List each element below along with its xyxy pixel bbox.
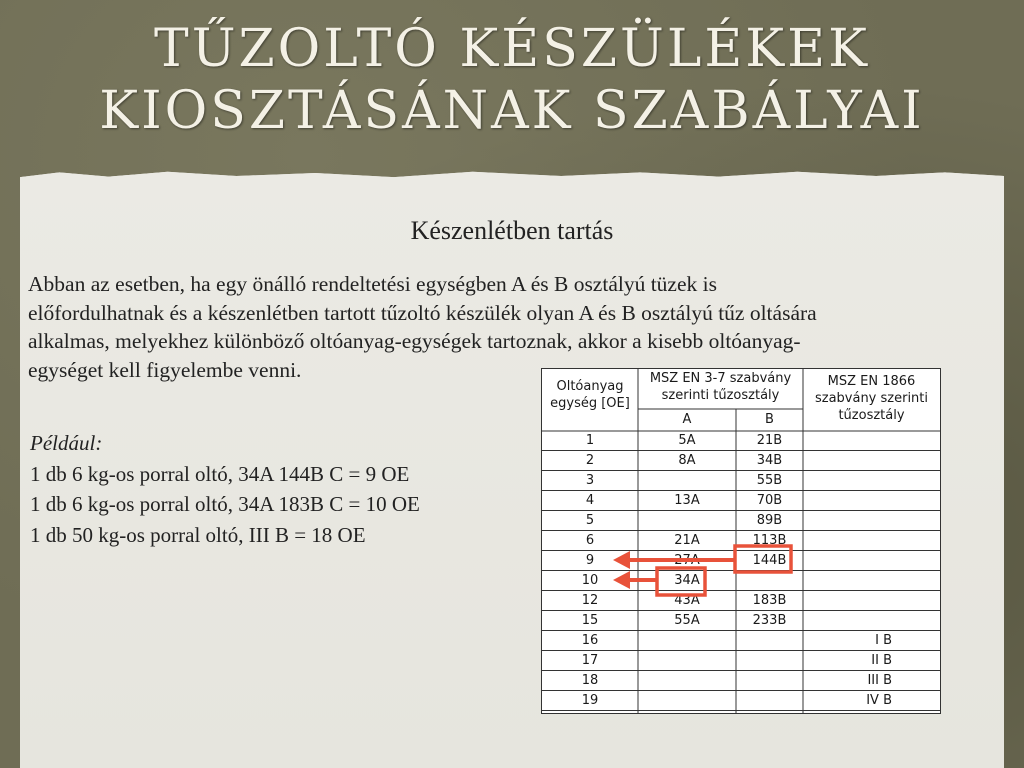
example-block [30, 428, 510, 550]
header-class-a: A [682, 412, 692, 427]
cell-oe: 5 [585, 513, 595, 528]
cell-msz-en-1866 [803, 451, 892, 471]
example-line: 1 db 50 kg-os porral oltó, III B = 18 OE [30, 522, 366, 547]
header-text: Oltóanyag [556, 379, 624, 394]
cell-oe: 19 [581, 693, 599, 708]
cell-oe: 12 [581, 593, 599, 608]
cell-msz-en-1866: II B [871, 653, 892, 668]
cell-oe: 3 [585, 473, 595, 488]
title-line-1: TŰZOLTÓ KÉSZÜLÉKEK [154, 19, 870, 79]
cell-class-a: 55A [674, 613, 700, 628]
cell-oe: 2 [585, 453, 595, 468]
cell-oe: 18 [581, 673, 599, 688]
cell-class-b [736, 691, 803, 711]
header-text: tűzosztály [838, 408, 905, 423]
example-heading: Például: [30, 431, 103, 455]
cell-oe: 4 [585, 493, 595, 508]
cell-oe: 9 [585, 553, 595, 568]
cell-class-b: 183B [752, 593, 787, 608]
header-msz-en-1866 [803, 373, 940, 424]
cell-class-a: 34A [674, 573, 700, 588]
cell-oe: 10 [581, 573, 599, 588]
example-line: 1 db 6 kg-os porral oltó, 34A 183B C = 10 OE [30, 492, 420, 516]
paragraph-line: előfordulhatnak és a készenlétben tartott tűzoltó készülék olyan A és B osztályú tűz oltására [28, 300, 817, 325]
paragraph-line: egységet kell figyelembe venni. [28, 357, 302, 382]
cell-class-a [638, 631, 736, 651]
table-row [542, 611, 940, 631]
table-row [542, 511, 940, 531]
cell-class-b: 34B [756, 453, 783, 468]
table-row [542, 631, 940, 651]
paragraph-line: Abban az esetben, ha egy önálló rendeltetési egységben A és B osztályú tüzek is [28, 272, 717, 296]
section-subtitle: Készenlétben tartás [410, 216, 614, 245]
cell-msz-en-1866 [803, 431, 892, 451]
cell-class-b [736, 571, 803, 591]
table-row [542, 491, 940, 511]
cell-msz-en-1866 [803, 491, 892, 511]
cell-class-b: 233B [752, 613, 787, 628]
header-text: szerinti tűzosztály [661, 388, 780, 403]
cell-msz-en-1866 [803, 531, 892, 551]
cell-msz-en-1866 [803, 571, 892, 591]
paragraph-line: alkalmas, melyekhez különböző oltóanyag-egységek tartoznak, akkor a kisebb oltóanyag- [28, 329, 801, 353]
table-row [542, 471, 940, 491]
cell-msz-en-1866 [803, 511, 892, 531]
header-class-b: B [765, 412, 774, 427]
cell-class-a: 5A [678, 433, 696, 448]
cell-class-a [638, 651, 736, 671]
cell-msz-en-1866: IV B [866, 693, 892, 708]
table-row [542, 591, 940, 611]
table-row [542, 671, 940, 691]
cell-class-a: 13A [674, 493, 700, 508]
header-text: MSZ EN 1866 [827, 374, 916, 389]
cell-class-a: 43A [674, 593, 700, 608]
cell-class-a [638, 511, 736, 531]
table-row [542, 651, 940, 671]
cell-class-a [638, 471, 736, 491]
cell-msz-en-1866: I B [875, 633, 892, 648]
header-text: MSZ EN 3-7 szabvány [649, 371, 792, 386]
cell-oe: 1 [585, 433, 595, 448]
cell-class-a: 8A [678, 453, 696, 468]
cell-oe: 15 [581, 613, 599, 628]
cell-oe: 16 [581, 633, 599, 648]
header-text: egység [OE] [550, 396, 630, 411]
cell-class-b: 89B [756, 513, 783, 528]
rule-paragraph [28, 270, 1003, 384]
cell-msz-en-1866 [803, 591, 892, 611]
cell-msz-en-1866 [803, 551, 892, 571]
cell-class-b [736, 651, 803, 671]
table-row [542, 451, 940, 471]
cell-class-b: 70B [756, 493, 783, 508]
cell-class-b [736, 631, 803, 651]
cell-class-a [638, 691, 736, 711]
table-row [542, 551, 940, 571]
table-row [542, 571, 940, 591]
row-divider [542, 710, 940, 711]
cell-msz-en-1866 [803, 611, 892, 631]
cell-class-b: 113B [752, 533, 787, 548]
slide-title [0, 18, 1024, 142]
cell-class-a: 21A [674, 533, 700, 548]
example-line: 1 db 6 kg-os porral oltó, 34A 144B C = 9 OE [30, 461, 410, 486]
cell-msz-en-1866: III B [867, 673, 892, 688]
cell-oe: 17 [581, 653, 599, 668]
cell-class-a: 27A [674, 553, 700, 568]
cell-class-b [736, 671, 803, 691]
table-row [542, 691, 940, 711]
cell-class-b: 144B [752, 553, 787, 568]
table-row [542, 531, 940, 551]
cell-msz-en-1866 [803, 471, 892, 491]
title-line-2: KIOSZTÁSÁNAK SZABÁLYAI [99, 81, 925, 141]
header-oltoanyag-egyseg [542, 378, 638, 412]
header-msz-en-3-7 [638, 370, 803, 404]
extinguisher-class-table [541, 368, 941, 714]
cell-class-b: 21B [756, 433, 783, 448]
table-row [542, 431, 940, 451]
header-text: szabvány szerinti [814, 391, 929, 406]
cell-class-b: 55B [756, 473, 783, 488]
cell-class-a [638, 671, 736, 691]
cell-oe: 6 [585, 533, 595, 548]
